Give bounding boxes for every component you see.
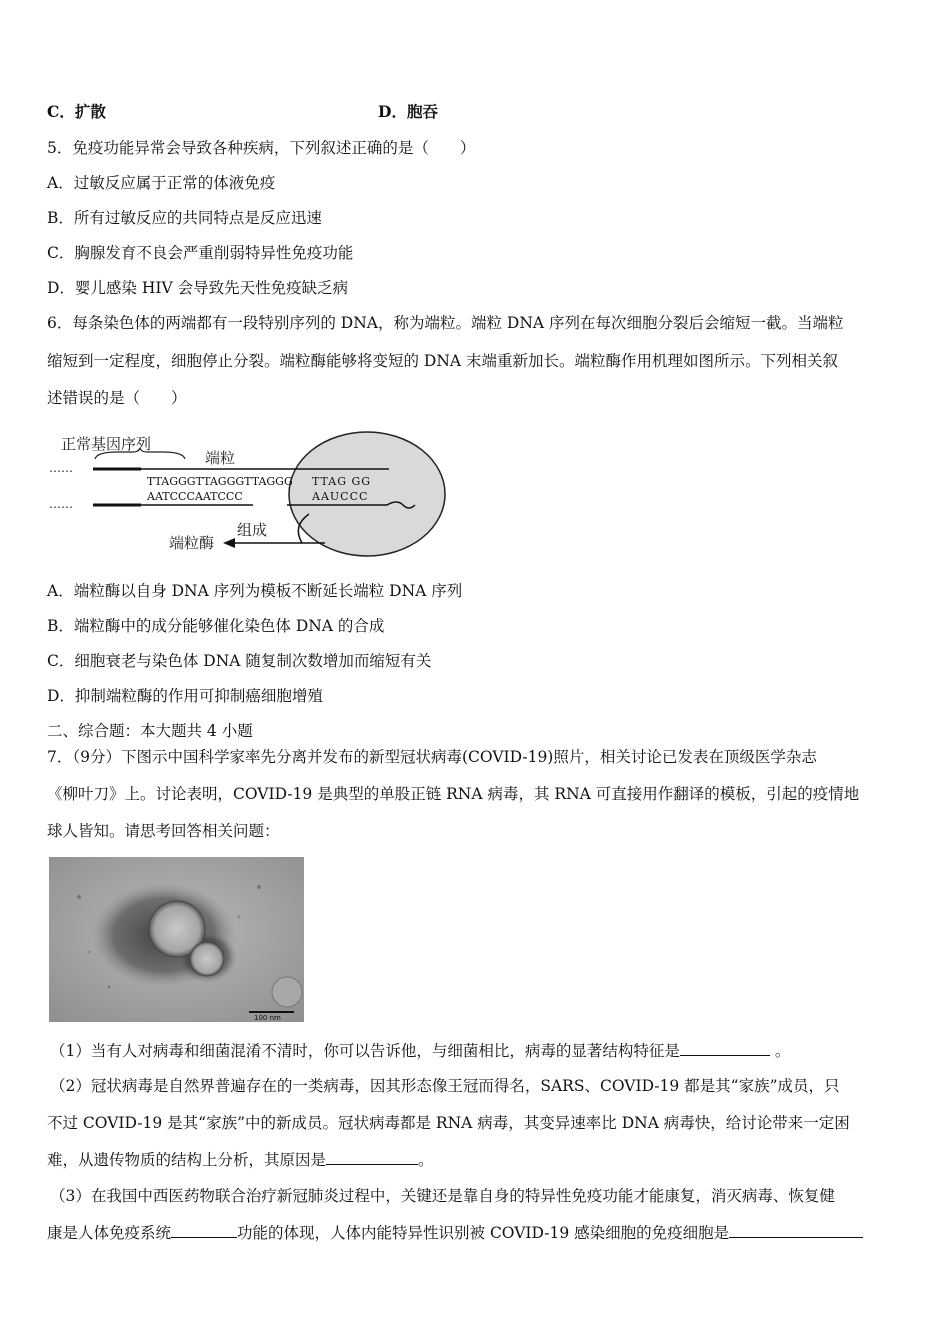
q5-option-a: A．过敏反应属于正常的体液免疫 (47, 174, 276, 192)
q7-part2-end: 。 (418, 1151, 434, 1169)
seq-top: TTAGGGTTAGGGTTAGGG (147, 475, 293, 488)
answer-blank-1[interactable] (680, 1041, 770, 1056)
q7-stem-line1: 7．（9分）下图示中国科学家率先分离并发布的新型冠状病毒(COVID-19)照片，相关讨论已发表在顶级医学杂志 (47, 748, 817, 766)
q5-option-c: C．胸腺发育不良会严重削弱特异性免疫功能 (47, 244, 354, 262)
dots-bottom: …… (49, 497, 73, 511)
dots-top: …… (49, 461, 73, 475)
q7-part3-text-a: 康是人体免疫系统 (47, 1224, 172, 1242)
virus-micrograph (49, 857, 304, 1022)
scale-text: 100 nm (254, 1014, 281, 1022)
telomerase-diagram (47, 428, 457, 560)
arrow-head (223, 538, 235, 548)
q6-stem-line1: 6．每条染色体的两端都有一段特别序列的 DNA，称为端粒。端粒 DNA 序列在每次细胞分裂后会缩短一截。当端粒 (47, 314, 844, 332)
q6-stem-line3: 述错误的是（ ） (47, 389, 187, 407)
q5-option-d: D．婴儿感染 HIV 会导致先天性免疫缺乏病 (47, 279, 349, 297)
answer-blank-3[interactable] (171, 1223, 237, 1238)
q5-stem: 5．免疫功能异常会导致各种疾病，下列叙述正确的是（ ） (47, 139, 476, 157)
section-heading: 二、综合题：本大题共 4 小题 (47, 722, 253, 740)
option-d: D．胞吞 (378, 102, 438, 121)
q6-stem-line2: 缩短到一定程度，细胞停止分裂。端粒酶能够将变短的 DNA 末端重新加长。端粒酶作用机理如图所示。下列相关叙 (47, 352, 839, 370)
q6-option-a: A．端粒酶以自身 DNA 序列为模板不断延长端粒 DNA 序列 (47, 582, 463, 600)
answer-blank-2[interactable] (326, 1150, 418, 1165)
label-normal-gene: 正常基因序列 (61, 435, 152, 453)
q7-part1-end: 。 (774, 1042, 791, 1060)
q6-option-b: B．端粒酶中的成分能够催化染色体 DNA 的合成 (47, 617, 385, 635)
q7-part2-text: 难，从遗传物质的结构上分析，其原因是 (47, 1151, 327, 1169)
q7-part3-line2 (47, 1223, 863, 1243)
q7-part1-text: （1）当有人对病毒和细菌混淆不清时，你可以告诉他，与细菌相比，病毒的显著结构特征是 (50, 1042, 680, 1060)
label-compose: 组成 (237, 521, 268, 539)
q7-stem-line3: 球人皆知。请思考回答相关问题： (47, 822, 280, 840)
q7-part2-line2: 不过 COVID-19 是其“家族”中的新成员。冠状病毒都是 RNA 病毒，其变异速率比 DNA 病毒快，给讨论带来一定困 (47, 1114, 850, 1132)
q7-stem-line2: 《柳叶刀》上。讨论表明，COVID-19 是典型的单股正链 RNA 病毒，其 RNA 可直接用作翻译的模板，引起的疫情地 (47, 785, 860, 803)
q7-part3-text-b: 功能的体现，人体内能特异性识别被 COVID-19 感染细胞的免疫细胞是 (237, 1224, 730, 1242)
virus-particle-3 (272, 977, 302, 1007)
rna-bottom: AAUCCC (312, 490, 369, 503)
label-enzyme: 端粒酶 (169, 534, 215, 552)
virus-particle-2 (190, 942, 224, 976)
rna-top: TTAG GG (312, 475, 372, 488)
q5-option-b: B．所有过敏反应的共同特点是反应迅速 (47, 209, 322, 227)
q7-part2-line3 (47, 1150, 434, 1170)
q7-part1 (50, 1041, 790, 1061)
q6-option-c: C．细胞衰老与染色体 DNA 随复制次数增加而缩短有关 (47, 652, 432, 670)
label-telomere: 端粒 (205, 449, 236, 467)
answer-blank-4[interactable] (729, 1223, 863, 1238)
q6-option-d: D．抑制端粒酶的作用可抑制癌细胞增殖 (47, 687, 323, 705)
seq-bottom: AATCCCAATCCC (147, 490, 243, 503)
q7-part2-line1: （2）冠状病毒是自然界普遍存在的一类病毒，因其形态像王冠而得名，SARS、COVID-19 都是其“家族”成员，只 (50, 1077, 840, 1095)
option-c: C．扩散 (47, 102, 106, 121)
q7-part3-line1: （3）在我国中西医药物联合治疗新冠肺炎过程中，关键还是靠自身的特异性免疫功能才能康复，消灭病毒、恢复健 (50, 1187, 835, 1205)
